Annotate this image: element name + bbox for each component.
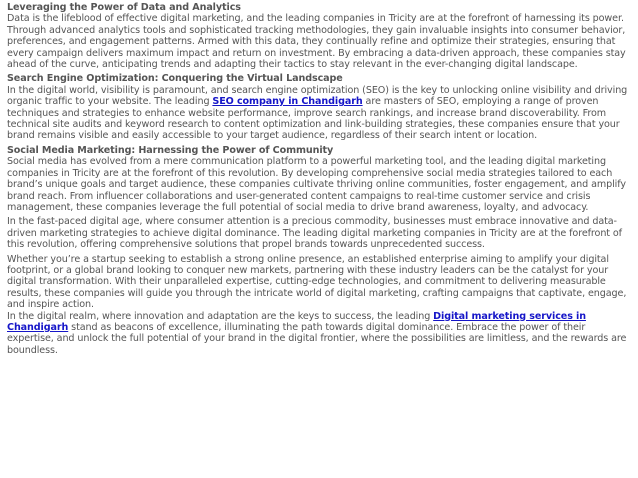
paragraph-fast-paced: In the fast-paced digital age, where consumer attention is a precious commodity, businesses must embrace innovative and data-driven marketing strategies to achieve digital dominance. The leading digital marketing companies in Tricity are at the forefront of this revolution, offering comprehensive solutions that propel brands towards unprecedented success. xyxy=(7,216,622,251)
paragraph-closing xyxy=(7,311,631,357)
paragraph-closing-text-end: stand as beacons of excellence, illuminating the path towards digital dominance. Embrace the power of their expertise, and unlock the full potential of your brand in the digital frontier, where the possibilities are limitless, and the rewards are boundless. xyxy=(7,321,627,356)
section-heading-social: Social Media Marketing: Harnessing the Power of Community xyxy=(7,144,334,156)
paragraph-closing-text-start: In the digital realm, where innovation and adaptation are the keys to success, the leading xyxy=(7,310,434,322)
paragraph-startup: Whether you’re a startup seeking to establish a strong online presence, an established enterprise aiming to amplify your digital footprint, or a global brand looking to conquer new markets, partnering with these industry leaders can be the catalyst for your digital transformation. With their unparalleled expertise, cutting-edge technologies, and commitment to delivering measurable results, these companies will guide you through the intricate world of digital marketing, crafting campaigns that captivate, engage, and inspire action. xyxy=(7,253,627,311)
paragraph-seo-text-end: are masters of SEO, employing a range of proven techniques and strategies to enhance website performance, improve search rankings, and increase brand discoverability. From technical site audits and keyword research to content optimization and link-building strategies, these companies ensure that your brand remains visible and easily accessible to your target audience, regardless of their search intent or location. xyxy=(7,96,620,142)
digital-marketing-services-link[interactable]: Digital marketing services in Chandigarh xyxy=(7,310,586,333)
seo-company-link[interactable]: SEO company in Chandigarh xyxy=(212,96,363,108)
paragraph-seo-text-start: In the digital world, visibility is paramount, and search engine optimization (SEO) is the key to unlocking online visibility and driving organic traffic to your website. The leading xyxy=(7,84,628,108)
document-page xyxy=(7,2,631,359)
section-heading-analytics: Leveraging the Power of Data and Analytics xyxy=(7,2,241,13)
paragraph-social: Social media has evolved from a mere communication platform to a powerful marketing tool, and the leading digital marketing companies in Tricity are at the forefront of this revolution. By developing comprehensive social media strategies tailored to each brand’s unique goals and target audience, these companies cultivate thriving online communities, foster engagement, and amplify brand reach. From influencer collaborations and user-generated content campaigns to real-time customer service and crisis management, these companies leverage the full potential of social media to drive brand awareness, loyalty, and advocacy. xyxy=(7,156,626,213)
paragraph-seo xyxy=(7,85,631,142)
section-heading-seo: Search Engine Optimization: Conquering the Virtual Landscape xyxy=(7,73,343,85)
paragraph-analytics: Data is the lifeblood of effective digital marketing, and the leading companies in Tricity are at the forefront of harnessing its power. Through advanced analytics tools and sophisticated tracking methodologies, they gain invaluable insights into consumer behavior, preferences, and engagement patterns. Armed with this data, they continually refine and optimize their strategies, ensuring that every campaign delivers maximum impact and return on investment. By embracing a data-driven approach, these companies stay ahead of the curve, anticipating trends and adapting their tactics to stay relevant in the ever-changing digital landscape. xyxy=(7,13,626,71)
